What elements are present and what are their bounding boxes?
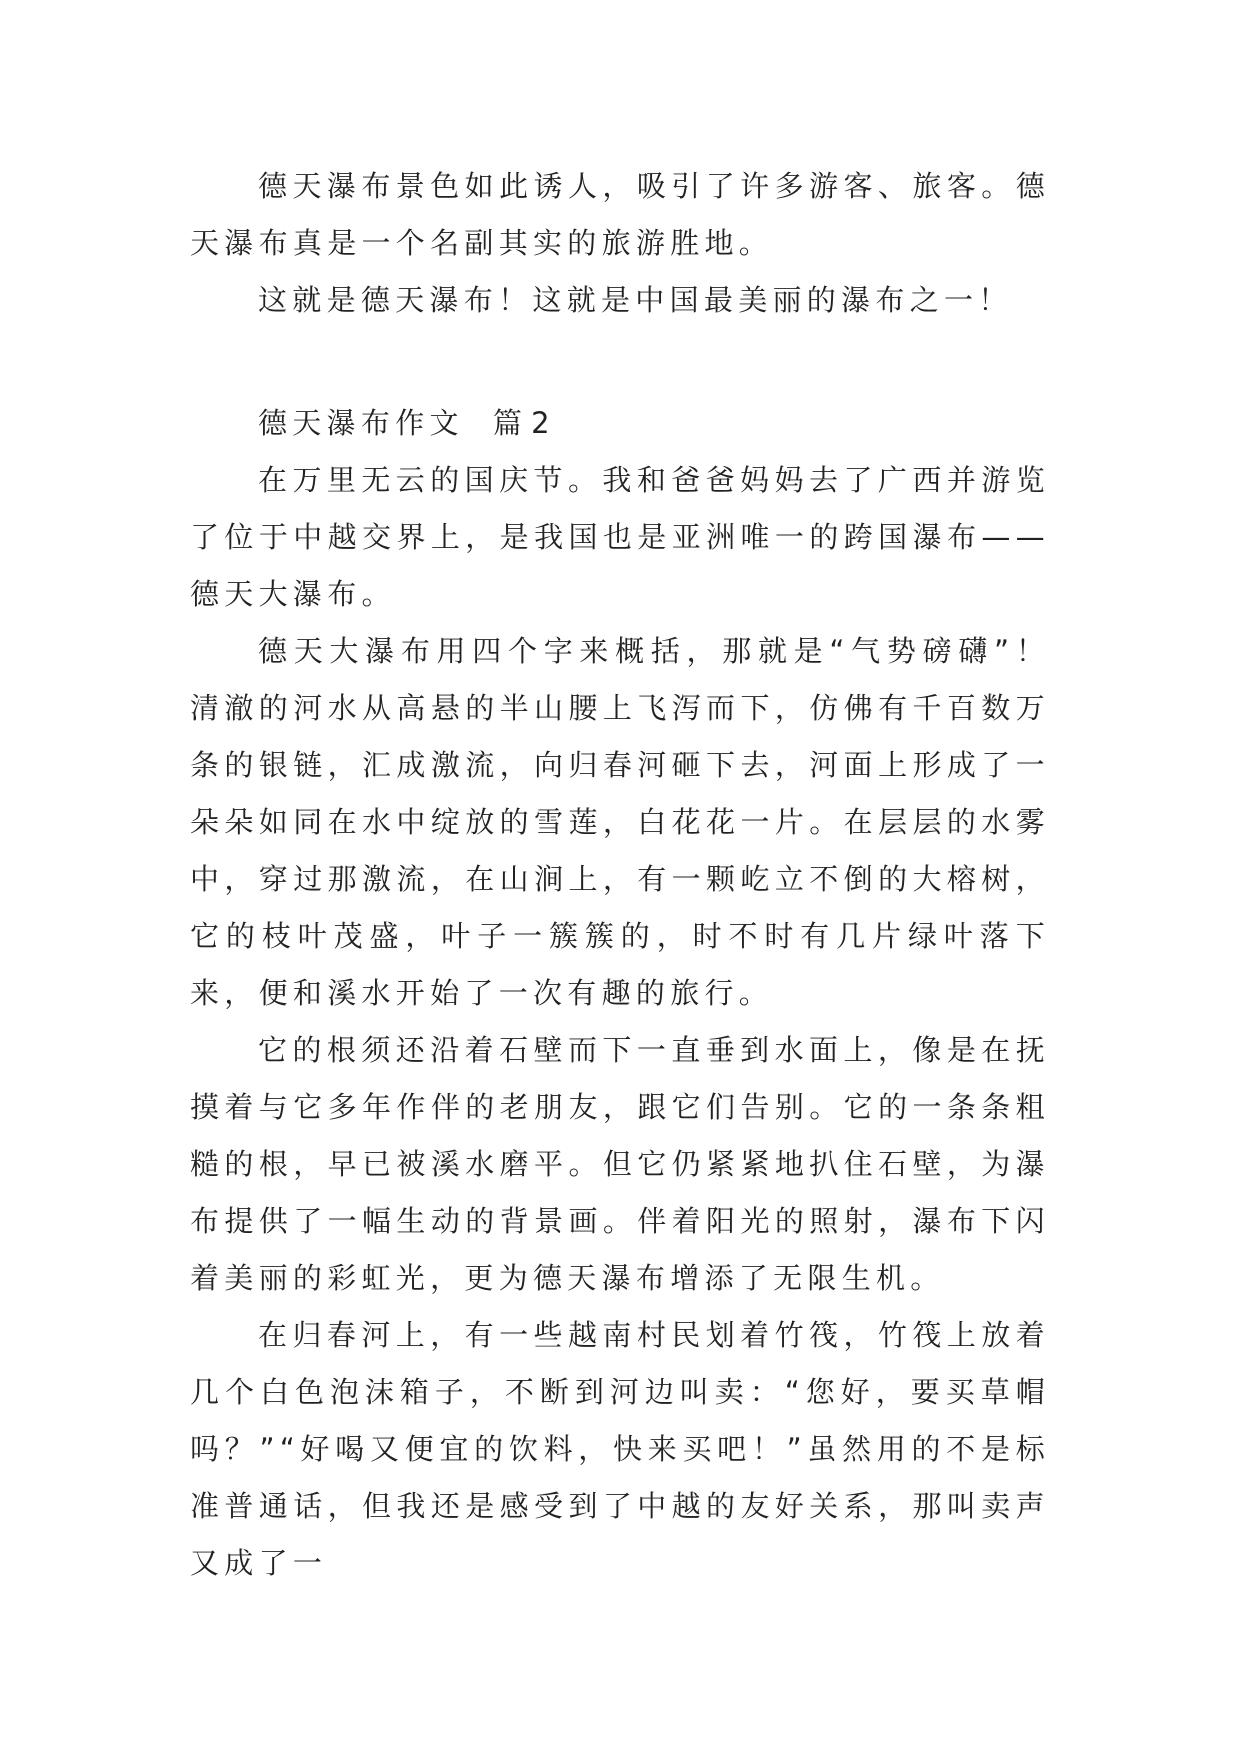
paragraph-intro-2: 这就是德天瀑布！这就是中国最美丽的瀑布之一！ <box>258 283 1013 317</box>
intro-text-block <box>190 158 1050 329</box>
paragraph-section-1: 在万里无云的国庆节。我和爸爸妈妈去了广西并游览了位于中越交界上，是我国也是亚洲唯一的跨国瀑布——德天大瀑布。 <box>190 463 1050 611</box>
section-heading-label: 篇 2 <box>492 406 550 440</box>
paragraph-section-4: 在归春河上，有一些越南村民划着竹筏，竹筏上放着几个白色泡沫箱子，不断到河边叫卖：“您好，要买草帽吗？”“好喝又便宜的饮料，快来买吧！”虽然用的不是标准普通话，但我还是感受到了中越的友好关系，那叫卖声又成了一 <box>190 1318 1050 1580</box>
section-text-block <box>190 395 1050 1592</box>
paragraph-intro-1: 德天瀑布景色如此诱人，吸引了许多游客、旅客。德天瀑布真是一个名副其实的旅游胜地。 <box>190 169 1050 260</box>
section-heading-title: 德天瀑布作文 <box>258 406 464 440</box>
paragraph-section-3: 它的根须还沿着石壁而下一直垂到水面上，像是在抚摸着与它多年作伴的老朋友，跟它们告别。它的一条条粗糙的根，早已被溪水磨平。但它仍紧紧地扒住石壁，为瀑布提供了一幅生动的背景画。伴着阳光的照射，瀑布下闪着美丽的彩虹光，更为德天瀑布增添了无限生机。 <box>190 1033 1050 1295</box>
paragraph-section-2: 德天大瀑布用四个字来概括，那就是“气势磅礴”！清澈的河水从高悬的半山腰上飞泻而下，仿佛有千百数万条的银链，汇成激流，向归春河砸下去，河面上形成了一朵朵如同在水中绽放的雪莲，白花花一片。在层层的水雾中，穿过那激流，在山涧上，有一颗屹立不倒的大榕树，它的枝叶茂盛，叶子一簇簇的，时不时有几片绿叶落下来，便和溪水开始了一次有趣的旅行。 <box>190 634 1050 1010</box>
section-heading <box>190 395 1050 452</box>
